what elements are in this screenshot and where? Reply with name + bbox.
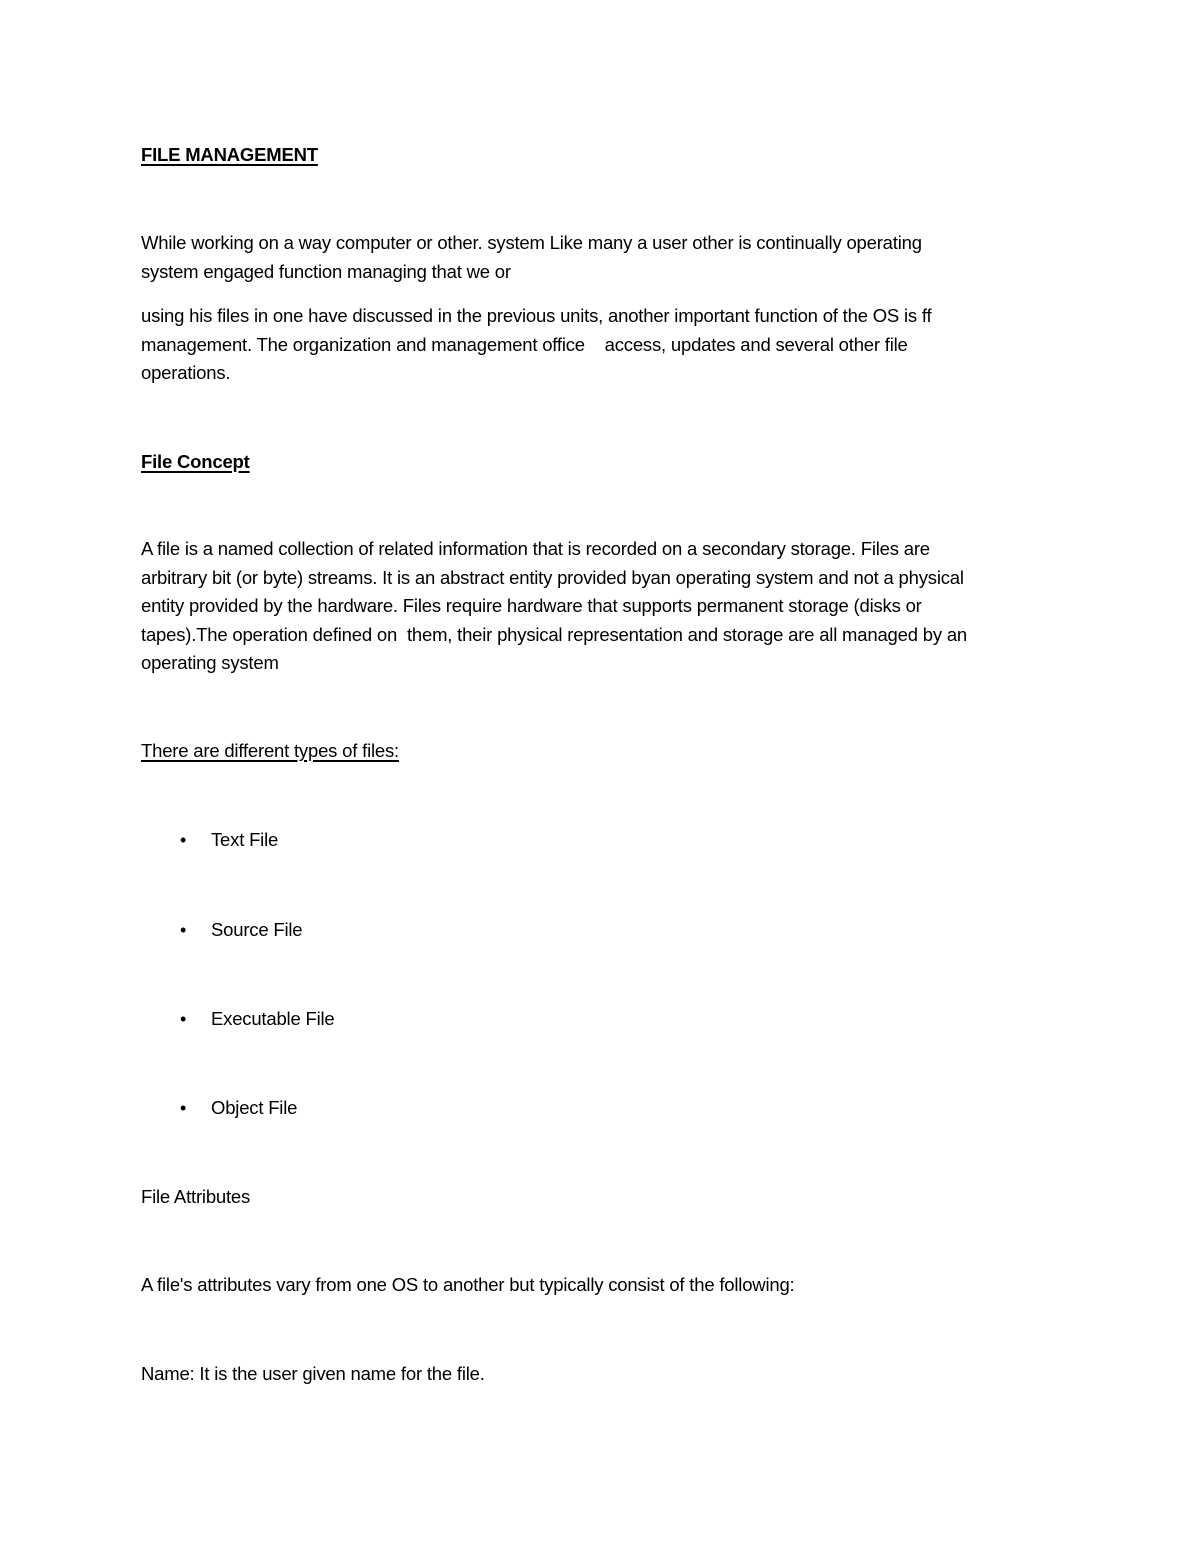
text-line: A file is a named collection of related information that is recorded on a secondary storage. Files are [141, 538, 930, 559]
section-heading-file-concept: File Concept [141, 451, 250, 472]
text-line: operating system [141, 652, 279, 673]
list-item-label: Object File [211, 1097, 298, 1118]
list-item-label: Executable File [211, 1008, 335, 1029]
text-line: entity provided by the hardware. Files require hardware that supports permanent storage (disks or [141, 595, 922, 616]
intro-paragraph-1 [141, 229, 1061, 286]
bullet-icon: • [179, 1009, 187, 1029]
file-attributes-heading: File Attributes [141, 1186, 251, 1207]
text-line: tapes).The operation defined on them, their physical representation and storage are all managed by an [141, 623, 967, 645]
text-line: arbitrary bit (or byte) streams. It is an abstract entity provided byan operating system and not a physical [141, 566, 964, 588]
file-attributes-intro: A file's attributes vary from one OS to another but typically consist of the following: [141, 1274, 795, 1295]
text-line: using his files in one have discussed in the previous units, another important function of the OS is ff [141, 305, 932, 326]
list-item-label: Source File [211, 919, 303, 940]
text-line: While working on a way computer or other. system Like many a user other is continually operating [141, 232, 922, 253]
document-title: FILE MANAGEMENT [141, 144, 318, 165]
intro-paragraph-2 [141, 302, 1061, 388]
name-attribute-text: Name: It is the user given name for the file. [141, 1363, 485, 1384]
file-types-heading: There are different types of files: [141, 740, 399, 761]
text-line: operations. [141, 362, 231, 383]
file-concept-paragraph [141, 535, 1061, 678]
bullet-icon: • [179, 920, 187, 940]
text-line: system engaged function managing that we or [141, 260, 511, 282]
list-item-label: Text File [211, 829, 279, 850]
text-line: management. The organization and management office access, updates and several other file [141, 333, 908, 355]
bullet-icon: • [179, 1098, 187, 1118]
bullet-icon: • [179, 830, 187, 850]
